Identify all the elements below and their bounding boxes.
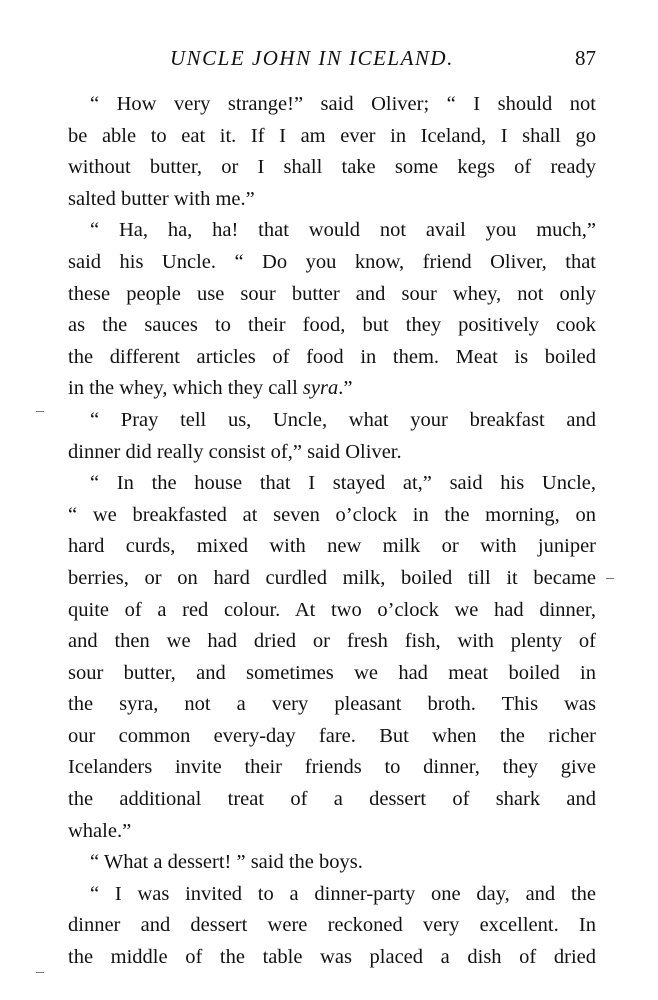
text-line: the middle of the table was placed a dish of dried bbox=[68, 946, 596, 969]
text-line: “ Ha, ha, ha! that would not avail you much,” bbox=[90, 219, 596, 242]
text-line: whale.” bbox=[68, 819, 132, 842]
text-line: said his Uncle. “ Do you know, friend Oliver, that bbox=[68, 250, 596, 273]
running-head bbox=[70, 46, 594, 76]
text-line: the different articles of food in them. Meat is boiled bbox=[68, 345, 596, 368]
text-line: in the whey, which they call syra.” bbox=[68, 377, 353, 400]
text-line: and then we had dried or fresh fish, with plenty of bbox=[68, 630, 596, 653]
text-line: the additional treat of a dessert of shark and bbox=[68, 788, 596, 811]
margin-mark bbox=[36, 972, 44, 973]
text-line: hard curds, mixed with new milk or with juniper bbox=[68, 535, 596, 558]
text-line: “ I was invited to a dinner-party one day, and the bbox=[90, 882, 596, 905]
page-number: 87 bbox=[575, 46, 596, 70]
text-line: “ Pray tell us, Uncle, what your breakfast and bbox=[90, 408, 596, 431]
text-line: the syra, not a very pleasant broth. This was bbox=[68, 693, 596, 716]
text-line: as the sauces to their food, but they positively cook bbox=[68, 314, 596, 337]
text-line: “ we breakfasted at seven o’clock in the morning, on bbox=[68, 503, 596, 526]
running-title: UNCLE JOHN IN ICELAND. bbox=[170, 46, 454, 70]
margin-mark bbox=[36, 411, 44, 412]
text-line: dinner did really consist of,” said Oliver. bbox=[68, 440, 402, 463]
text-line: our common every-day fare. But when the richer bbox=[68, 724, 596, 747]
body-text bbox=[68, 89, 596, 974]
text-line: “ In the house that I stayed at,” said his Uncle, bbox=[90, 472, 596, 495]
text-line: salted butter with me.” bbox=[68, 187, 255, 210]
text-line: “ What a dessert! ” said the boys. bbox=[90, 851, 363, 874]
text-line: “ How very strange!” said Oliver; “ I should not bbox=[90, 93, 596, 115]
italic-term: syra bbox=[302, 377, 339, 400]
text-line: these people use sour butter and sour whey, not only bbox=[68, 282, 596, 305]
margin-mark bbox=[606, 578, 614, 579]
text-line: sour butter, and sometimes we had meat boiled in bbox=[68, 661, 596, 684]
text-line: quite of a red colour. At two o’clock we had dinner, bbox=[68, 598, 596, 621]
text-line: without butter, or I shall take some kegs of ready bbox=[68, 156, 596, 179]
text-line: Icelanders invite their friends to dinner, they give bbox=[68, 756, 596, 779]
text-line: be able to eat it. If I am ever in Iceland, I shall go bbox=[68, 124, 596, 147]
text-line: berries, or on hard curdled milk, boiled till it became bbox=[68, 566, 596, 589]
text-line: dinner and dessert were reckoned very excellent. In bbox=[68, 914, 596, 937]
